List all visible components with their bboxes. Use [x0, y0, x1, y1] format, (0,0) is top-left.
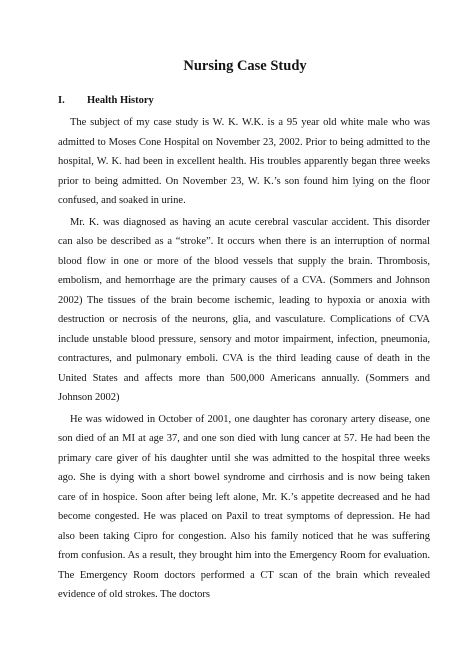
section-title: Health History [87, 95, 154, 106]
paragraph-2: Mr. K. was diagnosed as having an acute cerebral vascular accident. This disorder can also be described as a “stroke”. It occurs when there is an interruption of normal blood flow in one or more of the blood vessels that supply the brain. Thrombosis, embolism, and hemorrhage are the primary causes of a CVA. (Sommers and Johnson 2002) The tissues of the brain become ischemic, leading to hypoxia or anoxia with destruction or necrosis of the neurons, glia, and vasculature. Complications of CVA include unstable blood pressure, sensory and motor impairment, infection, pneumonia, contractures, and pulmonary emboli. CVA is the third leading cause of death in the United States and affects more than 500,000 Americans annually. (Sommers and Johnson 2002) [58, 216, 430, 403]
paragraph-1: The subject of my case study is W. K. W.K. is a 95 year old white male who was admitted to Moses Cone Hospital on November 23, 2002. Prior to being admitted to the hospital, W. K. had been in excellent health. His troubles apparently began three weeks prior to being admitted. On November 23, W. K.’s son found him lying on the floor confused, and soaked in urine. [58, 117, 430, 206]
section-heading [58, 95, 430, 106]
document-title: Nursing Case Study [183, 58, 307, 74]
paragraph-3: He was widowed in October of 2001, one daughter has coronary artery disease, one son died of an MI at age 37, and one son died with lung cancer at 57. He had been the primary care giver of his daughter until she was admitted to the hospital three weeks ago. She is dying with a short bowel syndrome and cirrhosis and is now being taken care of in hospice. Soon after being left alone, Mr. K.’s appetite decreased and he had become congested. He was placed on Paxil to treat symptoms of depression. He had also been taking Cipro for congestion. Also his family noticed that he was suffering from confusion. As a result, they brought him into the Emergency Room for evaluation. The Emergency Room doctors performed a CT scan of the brain which revealed evidence of old strokes. The doctors [58, 413, 430, 600]
section-number: I. [58, 95, 65, 106]
